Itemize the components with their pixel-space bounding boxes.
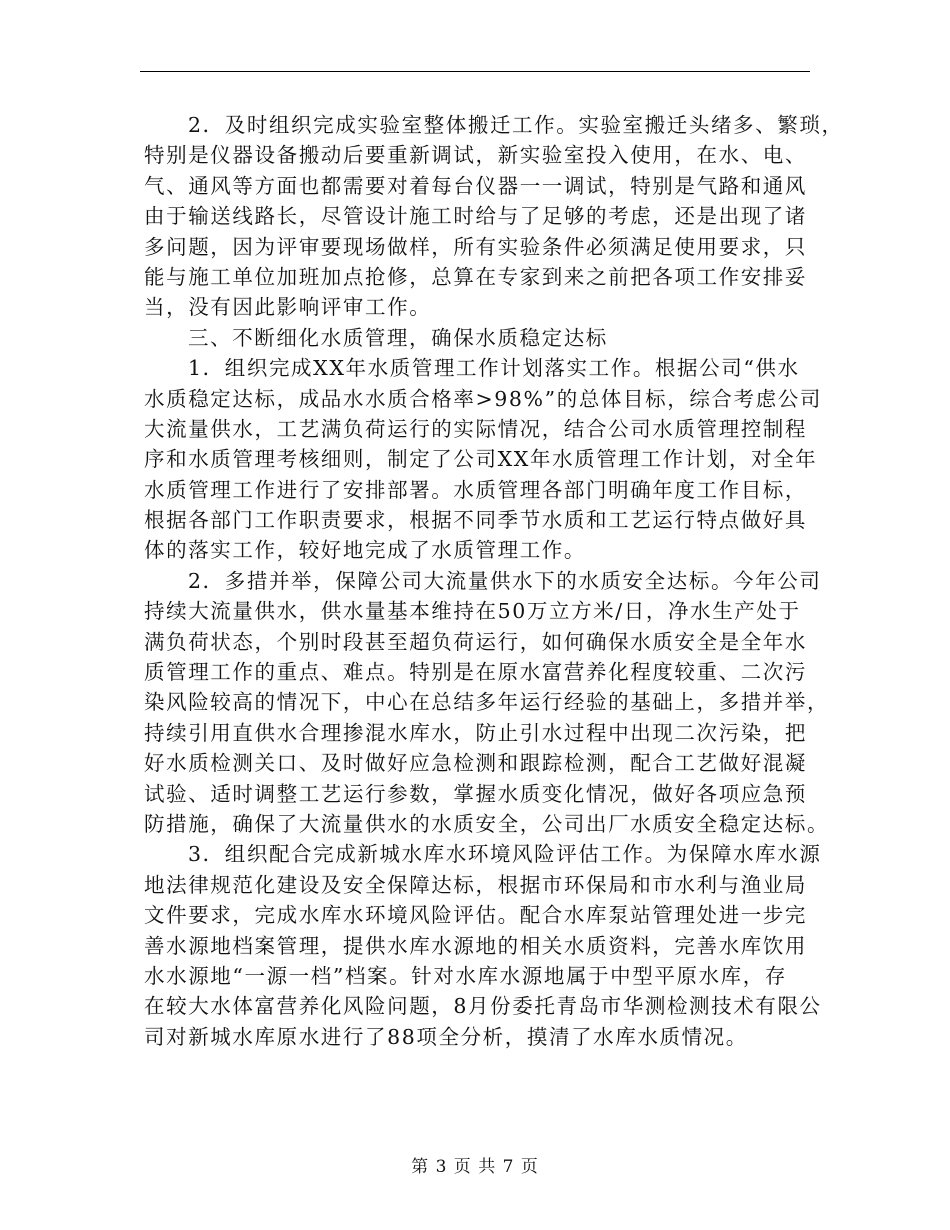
document-body xyxy=(144,110,844,1052)
text-line: 持续大流量供水，供水量基本维持在50万立方米/日，净水生产处于 xyxy=(144,599,801,624)
text-line: 2．及时组织完成实验室整体搬迁工作。实验室搬迁头绪多、繁琐， xyxy=(188,113,844,137)
text-line: 大流量供水，工艺满负荷运行的实际情况，结合公司水质管理控制程 xyxy=(144,416,807,441)
text-line: 水质稳定达标，成品水水质合格率>98%”的总体目标，综合考虑公司 xyxy=(144,386,822,411)
text-line: 气、通风等方面也都需要对着每台仪器一一调试，特别是气路和通风 xyxy=(144,173,807,198)
text-line: 根据各部门工作职责要求，根据不同季节水质和工艺运行特点做好具 xyxy=(144,508,807,533)
text-line: 3．组织配合完成新城水库水环境风险评估工作。为保障水库水源 xyxy=(188,842,822,867)
text-line: 2．多措并举，保障公司大流量供水下的水质安全达标。今年公司 xyxy=(188,568,822,593)
text-line: 文件要求，完成水库水环境风险评估。配合水库泵站管理处进一步完 xyxy=(144,903,807,928)
text-line: 在较大水体富营养化风险问题，8月份委托青岛市华测检测技术有限公 xyxy=(144,994,822,1019)
text-line: 满负荷状态，个别时段甚至超负荷运行，如何确保水质安全是全年水 xyxy=(144,629,807,654)
page-number: 第 3 页 共 7 页 xyxy=(411,1157,539,1177)
text-line: 能与施工单位加班加点抢修，总算在专家到来之前把各项工作安排妥 xyxy=(144,264,807,289)
text-line: 染风险较高的情况下，中心在总结多年运行经验的基础上，多措并举， xyxy=(144,690,830,715)
text-line: 持续引用直供水合理掺混水库水，防止引水过程中出现二次污染，把 xyxy=(144,720,807,745)
text-line: 水水源地“一源一档”档案。针对水库水源地属于中型平原水库，存 xyxy=(144,963,787,988)
text-line: 当，没有因此影响评审工作。 xyxy=(144,295,432,320)
text-line: 1．组织完成XX年水质管理工作计划落实工作。根据公司“供水 xyxy=(188,356,800,381)
text-line: 体的落实工作，较好地完成了水质管理工作。 xyxy=(144,538,586,563)
text-line: 地法律规范化建设及安全保障达标，根据市环保局和市水利与渔业局 xyxy=(144,872,807,897)
text-line: 好水质检测关口、及时做好应急检测和跟踪检测，配合工艺做好混凝 xyxy=(144,751,807,776)
text-line: 善水源地档案管理，提供水库水源地的相关水质资料，完善水库饮用 xyxy=(144,933,807,958)
text-line: 试验、适时调整工艺运行参数，掌握水质变化情况，做好各项应急预 xyxy=(144,781,807,806)
text-line: 水质管理工作进行了安排部署。水质管理各部门明确年度工作目标， xyxy=(144,477,807,502)
text-line: 防措施，确保了大流量供水的水质安全，公司出厂水质安全稳定达标。 xyxy=(144,811,830,836)
text-line: 由于输送线路长，尽管设计施工时给与了足够的考虑，还是出现了诸 xyxy=(144,204,807,229)
section-heading: 三、不断细化水质管理，确保水质稳定达标 xyxy=(188,325,608,350)
text-line: 多问题，因为评审要现场做样，所有实验条件必须满足使用要求，只 xyxy=(144,234,807,259)
text-line: 质管理工作的重点、难点。特别是在原水富营养化程度较重、二次污 xyxy=(144,660,807,685)
text-line: 司对新城水库原水进行了88项全分析，摸清了水库水质情况。 xyxy=(144,1024,748,1049)
header-rule xyxy=(140,71,810,72)
text-line: 序和水质管理考核细则，制定了公司XX年水质管理工作计划，对全年 xyxy=(144,447,818,472)
text-line: 特别是仪器设备搬动后要重新调试，新实验室投入使用，在水、电、 xyxy=(144,143,807,168)
